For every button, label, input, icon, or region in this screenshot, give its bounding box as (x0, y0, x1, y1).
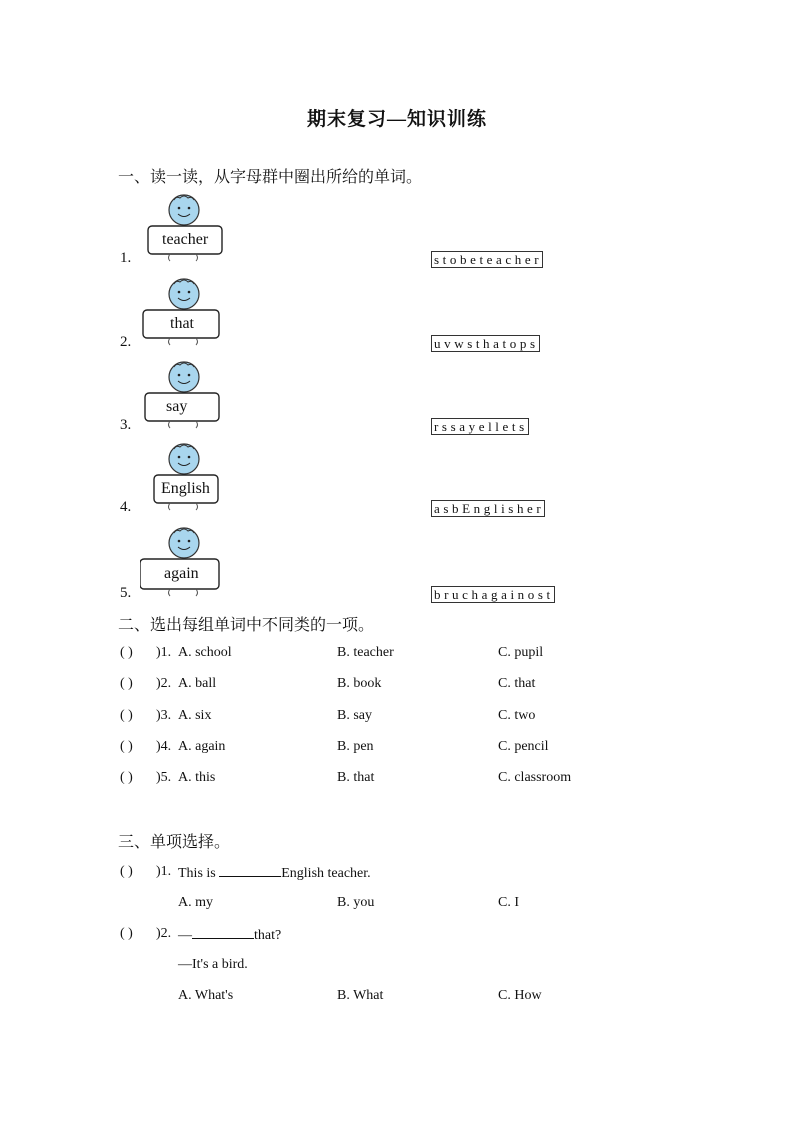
stem-after: that? (254, 928, 282, 943)
section-2-heading: 二、选出每组单词中不同类的一项。 (118, 617, 375, 634)
boy-with-sign-image (140, 194, 224, 266)
boy-with-sign-icon (140, 443, 224, 515)
question-number: )1. (156, 645, 172, 660)
boy-with-sign-icon (140, 527, 224, 599)
question-number: )2. (156, 926, 172, 941)
item-number: 2. (120, 334, 132, 350)
section-3-heading: 三、单项选择。 (118, 834, 231, 851)
page-title: 期末复习—知识训练 (306, 109, 487, 130)
sign-word: English (161, 480, 210, 497)
letter-group: asbEnglisher (431, 500, 545, 517)
sign-word: teacher (162, 231, 209, 248)
option-c: C. I (498, 895, 519, 910)
question-1-stem (178, 864, 371, 882)
letter-group: uvwsthatops (431, 335, 540, 352)
option-b: B. you (337, 895, 375, 910)
sign-word: say (166, 398, 188, 415)
option-b: B. What (337, 988, 384, 1003)
option-b: B. that (337, 770, 375, 785)
item-number: 4. (120, 499, 132, 515)
question-number: )5. (156, 770, 172, 785)
option-b: B. say (337, 708, 372, 723)
answer-paren: ( ) (120, 739, 133, 754)
option-a: A. school (178, 645, 232, 660)
sign-word: again (164, 565, 199, 582)
stem-before: — (178, 928, 192, 943)
dialog-reply: —It's a bird. (178, 957, 248, 972)
option-c: C. pencil (498, 739, 549, 754)
answer-paren: ( ) (120, 864, 133, 879)
question-number: )4. (156, 739, 172, 754)
option-a: A. ball (178, 676, 217, 691)
fill-blank[interactable] (219, 864, 281, 877)
boy-with-sign-icon (140, 278, 224, 350)
answer-paren: ( ) (120, 676, 133, 691)
sign-word: that (170, 315, 194, 332)
item-number: 3. (120, 417, 132, 433)
option-b: B. pen (337, 739, 374, 754)
section-1-heading: 一、读一读，从字母群中圈出所给的单词。 (118, 169, 423, 186)
question-number: )1. (156, 864, 172, 879)
option-a: A. What's (178, 988, 234, 1003)
stem-before: This is (178, 866, 220, 881)
option-c: C. pupil (498, 645, 544, 660)
option-a: A. again (178, 739, 226, 754)
item-number: 1. (120, 250, 132, 266)
question-2-stem (178, 926, 281, 944)
boy-with-sign-icon (140, 361, 224, 433)
boy-with-sign-image (140, 443, 224, 515)
stem-after: English teacher. (281, 866, 371, 881)
option-a: A. this (178, 770, 216, 785)
boy-with-sign-image (140, 278, 224, 350)
letter-group: rssayellets (431, 418, 529, 435)
option-c: C. How (498, 988, 542, 1003)
fill-blank[interactable] (192, 926, 254, 939)
answer-paren: ( ) (120, 708, 133, 723)
letter-group: bruchagainost (431, 586, 555, 603)
question-number: )3. (156, 708, 172, 723)
answer-paren: ( ) (120, 770, 133, 785)
option-c: C. classroom (498, 770, 572, 785)
option-a: A. six (178, 708, 212, 723)
answer-paren: ( ) (120, 645, 133, 660)
boy-with-sign-image (140, 527, 224, 599)
question-number: )2. (156, 676, 172, 691)
item-number: 5. (120, 585, 132, 601)
option-c: C. two (498, 708, 536, 723)
option-c: C. that (498, 676, 536, 691)
boy-with-sign-icon (140, 194, 224, 266)
option-a: A. my (178, 895, 213, 910)
letter-group: stobeteacher (431, 251, 543, 268)
option-b: B. book (337, 676, 382, 691)
answer-paren: ( ) (120, 926, 133, 941)
boy-with-sign-image (140, 361, 224, 433)
option-b: B. teacher (337, 645, 394, 660)
